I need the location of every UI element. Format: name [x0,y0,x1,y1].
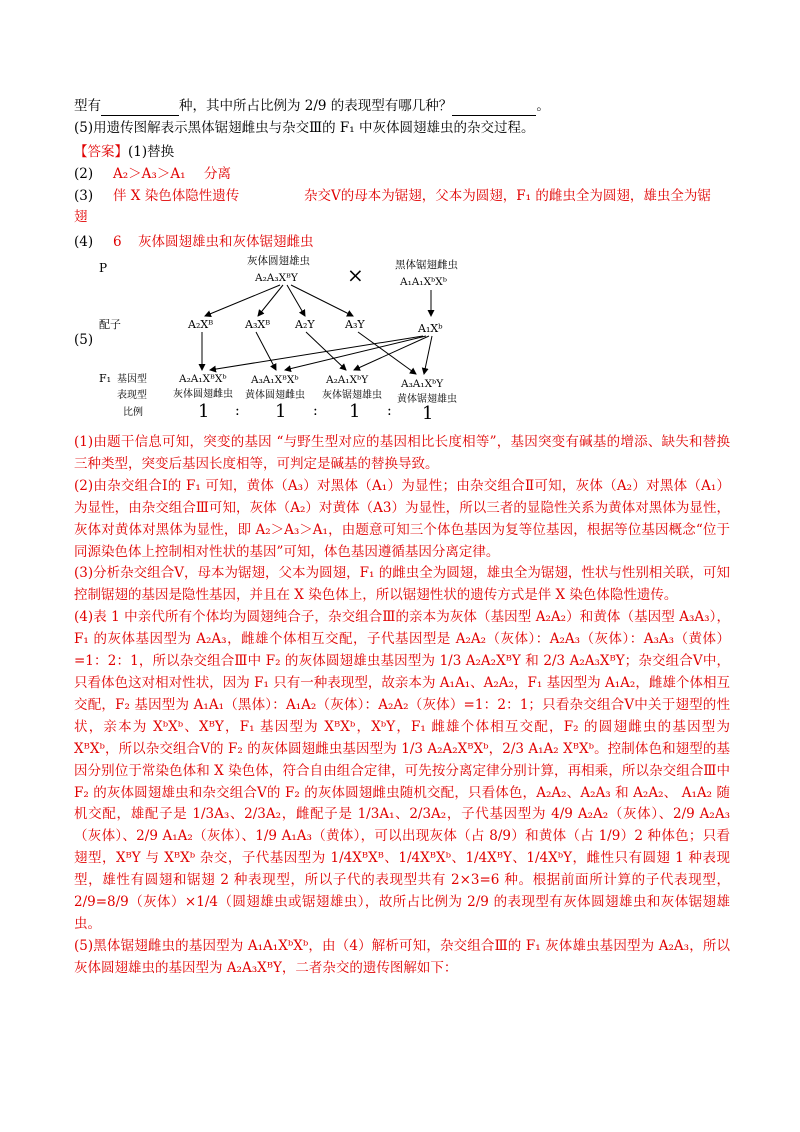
offspring-3-phenotype: 灰体锯翅雄虫 [322,390,382,401]
explanation-5: (5)黑体锯翅雌虫的基因型为 A₁A₁XᵇXᵇ，由（4）解析可知，杂交组合Ⅲ的 F₁ 灰体雄虫基因型为 A₂A₃，所以灰体圆翅雄虫的基因型为 A₂A₃XᴮY，二者杂交的遗传图解如下： [74,937,730,976]
answer-4-number: 6 [113,234,122,250]
answer-heading: 【答案】 [74,144,128,160]
answer-3-reason: 杂交Ⅴ的母本为锯翅，父本为圆翅，F₁ 的雌虫全为圆翅，雄虫全为锯 [304,188,711,204]
explanation-4: (4)表 1 中亲代所有个体均为圆翅纯合子，杂交组合Ⅲ的亲本为灰体（基因型 A₂A₂）和黄体（基因型 A₃A₃），F₁ 的灰体基因型为 A₂A₃，雌雄个体相互交配，子代基因型是 A₂A₂（灰体）：A₂A₃（灰体）：A₃A₃（黄体）=1：2：1，所以杂交组合Ⅲ中 F₂ 的灰体圆翅雄虫基因型为 1/3 A₂A₂XᴮY 和 2/3 A₂A₃XᴮY；杂交组合Ⅴ中，只看体色这对相对性状，因为 F₁ 只有一种表现型，故亲本为 A₁A₁、A₂A₂，F₁ 基因型为 A₁A₂，雌雄个体相互交配，F₂ 基因型为 A₁A₁（黑体）：A₁A₂（灰体）：A₂A₂（灰体）=1：2：1；只看杂交组合Ⅴ中关于翅型的性状，亲本为 XᵇXᵇ、XᴮY，F₁ 基因型为 XᴮXᵇ，XᵇY，F₁ 雌雄个体相互交配，F₂ 的圆翅雌虫的基因型为 XᴮXᵇ，所以杂交组合Ⅴ的 F₂ 的灰体圆翅雌虫基因型为 1/3 A₂A₂XᴮXᵇ，2/3 A₁A₂ XᴮXᵇ。控制体色和翅型的基因分别位于常染色体和 X 染色体，符合自由组合定律，可先按分离定律分别计算，再相乘，所以杂交组合Ⅲ中 F₂ 的灰体圆翅雄虫和杂交组合Ⅴ的 F₂ 的灰体圆翅雌虫随机交配，只看体色，A₂A₂、A₂A₃ 和 A₂A₂、 A₁A₂ 随机交配，雄配子是 1/3A₃、2/3A₂，雌配子是 1/3A₁、2/3A₂，子代基因型为 4/9 A₂A₂（灰体）、2/9 A₂A₃（灰体）、2/9 A₁A₂（灰体）、1/9 A₁A₃（黄体），可以出现灰体（占 8/9）和黄体（占 1/9）2 种体色；只看翅型，XᴮY 与 XᴮXᵇ 杂交，子代基因型为 1/4XᴮXᴮ、1/4XᴮXᵇ、1/4XᴮY、1/4XᵇY，雌性只有圆翅 1 种表现型，雄性有圆翅和锯翅 2 种表现型，所以子代的表现型共有 2×3=6 种。根据前面所计算的子代表现型，2/9=8/9（灰体）×1/4（圆翅雄虫或锯翅雄虫），故所占比例为 2/9 的表现型有灰体圆翅雄虫和灰体锯翅雄虫。 [74,609,730,932]
parent-female-name: 黑体锯翅雌虫 [395,259,458,271]
explanation-section [74,432,730,980]
gamete-male-2: A₃Xᴮ [245,318,271,331]
offspring-1-genotype: A₂A₁XᴮXᵇ [179,373,227,385]
answer-2-label: (2) [74,166,94,182]
answer-3-label: (3) [74,188,94,204]
explanation-1: (1)由题干信息可知，突变的基因 “与野生型对应的基因相比长度相等”，基因突变有碱基的增添、缺失和替换三种类型，突变后基因长度相等，可判定是碱基的替换导致。 [74,434,730,472]
offspring-2-phenotype: 黄体圆翅雌虫 [245,390,305,401]
ratio-separator-2: : [313,403,318,419]
answer-5-label: (5) [74,332,94,348]
gamete-male-4: A₃Y [345,318,365,331]
question-line-1 [74,96,550,116]
fertilization-arrows [202,332,432,374]
answer-blank-2 [452,100,536,116]
answer-2-law: 分离 [204,166,231,182]
label-phenotype: 表现型 [117,390,147,401]
meiosis-arrows [205,285,431,316]
ratio-separator-1: : [235,403,240,419]
label-p: P [99,261,108,275]
gamete-male-1: A₂Xᴮ [188,318,214,331]
parent-female-genotype: A₁A₁XᵇXᵇ [400,276,447,288]
label-f1: F₁ [99,372,112,385]
label-gamete: 配子 [99,318,121,331]
gamete-female: A₁Xᵇ [418,322,443,335]
question-text-a: 型有 [74,98,101,114]
answer-1: (1)替换 [128,144,175,160]
label-ratio: 比例 [123,407,143,418]
offspring-3-genotype: A₂A₁XᵇY [326,374,369,386]
answer-4-text: 灰体圆翅雄虫和灰体锯翅雌虫 [138,234,314,250]
offspring-4-phenotype: 黄体锯翅雄虫 [397,394,457,405]
answer-2-order: A₂＞A₃＞A₁ [113,166,186,182]
offspring-1-ratio: 1 [198,401,210,422]
answer-4-label: (4) [74,234,94,250]
genetic-cross-diagram [95,252,480,422]
parent-male-genotype: A₂A₃XᴮY [255,272,298,284]
cross-sign: × [347,263,364,287]
answer-line-1 [74,142,174,162]
question-line-2: (5)用遗传图解表示黑体锯翅雌虫与杂交Ⅲ的 F₁ 中灰体圆翅雄虫的杂交过程。 [74,120,535,136]
offspring-3-ratio: 1 [349,401,361,422]
offspring-1-phenotype: 灰体圆翅雌虫 [173,389,233,400]
ratio-separator-3: : [387,403,392,419]
parent-male-name: 灰体圆翅雄虫 [247,255,310,267]
explanation-3: (3)分析杂交组合Ⅴ，母本为锯翅，父本为圆翅，F₁ 的雌虫全为圆翅，雄虫全为锯翅，性状与性别相关联，可知控制锯翅的基因是隐性基因，并且在 X 染色体上，所以锯翅性状的遗传方式是伴 X 染色体隐性遗传。 [74,565,730,604]
answer-3-reason-end: 翅 [74,209,88,225]
gamete-male-3: A₂Y [295,318,315,331]
answer-blank-1 [101,100,179,116]
answer-3-text: 伴 X 染色体隐性遗传 [113,188,240,204]
offspring-4-ratio: 1 [422,403,434,422]
offspring-2-genotype: A₃A₁XᴮXᵇ [251,374,299,386]
question-text-b: 种，其中所占比例为 2/9 的表现型有哪几种？ [179,98,453,114]
explanation-2: (2)由杂交组合Ⅰ的 F₁ 可知，黄体（A₃）对黑体（A₁）为显性；由杂交组合Ⅱ可知，灰体（A₂）对黑体（A₁）为显性，由杂交组合Ⅲ可知，灰体（A₂）对黄体（A3）为显性，所以三者的显隐性关系为黄体对黑体为显性，灰体对黄体对黑体为显性，即 A₂＞A₃＞A₁，由题意可知三个体色基因为复等位基因，根据等位基因概念“位于同源染色体上控制相对性状的基因”可知，体色基因遵循基因分离定律。 [74,477,730,560]
question-text-c: 。 [536,98,550,114]
label-genotype: 基因型 [117,374,147,385]
offspring-2-ratio: 1 [275,401,287,422]
offspring-4-genotype: A₃A₁XᵇY [401,378,444,390]
